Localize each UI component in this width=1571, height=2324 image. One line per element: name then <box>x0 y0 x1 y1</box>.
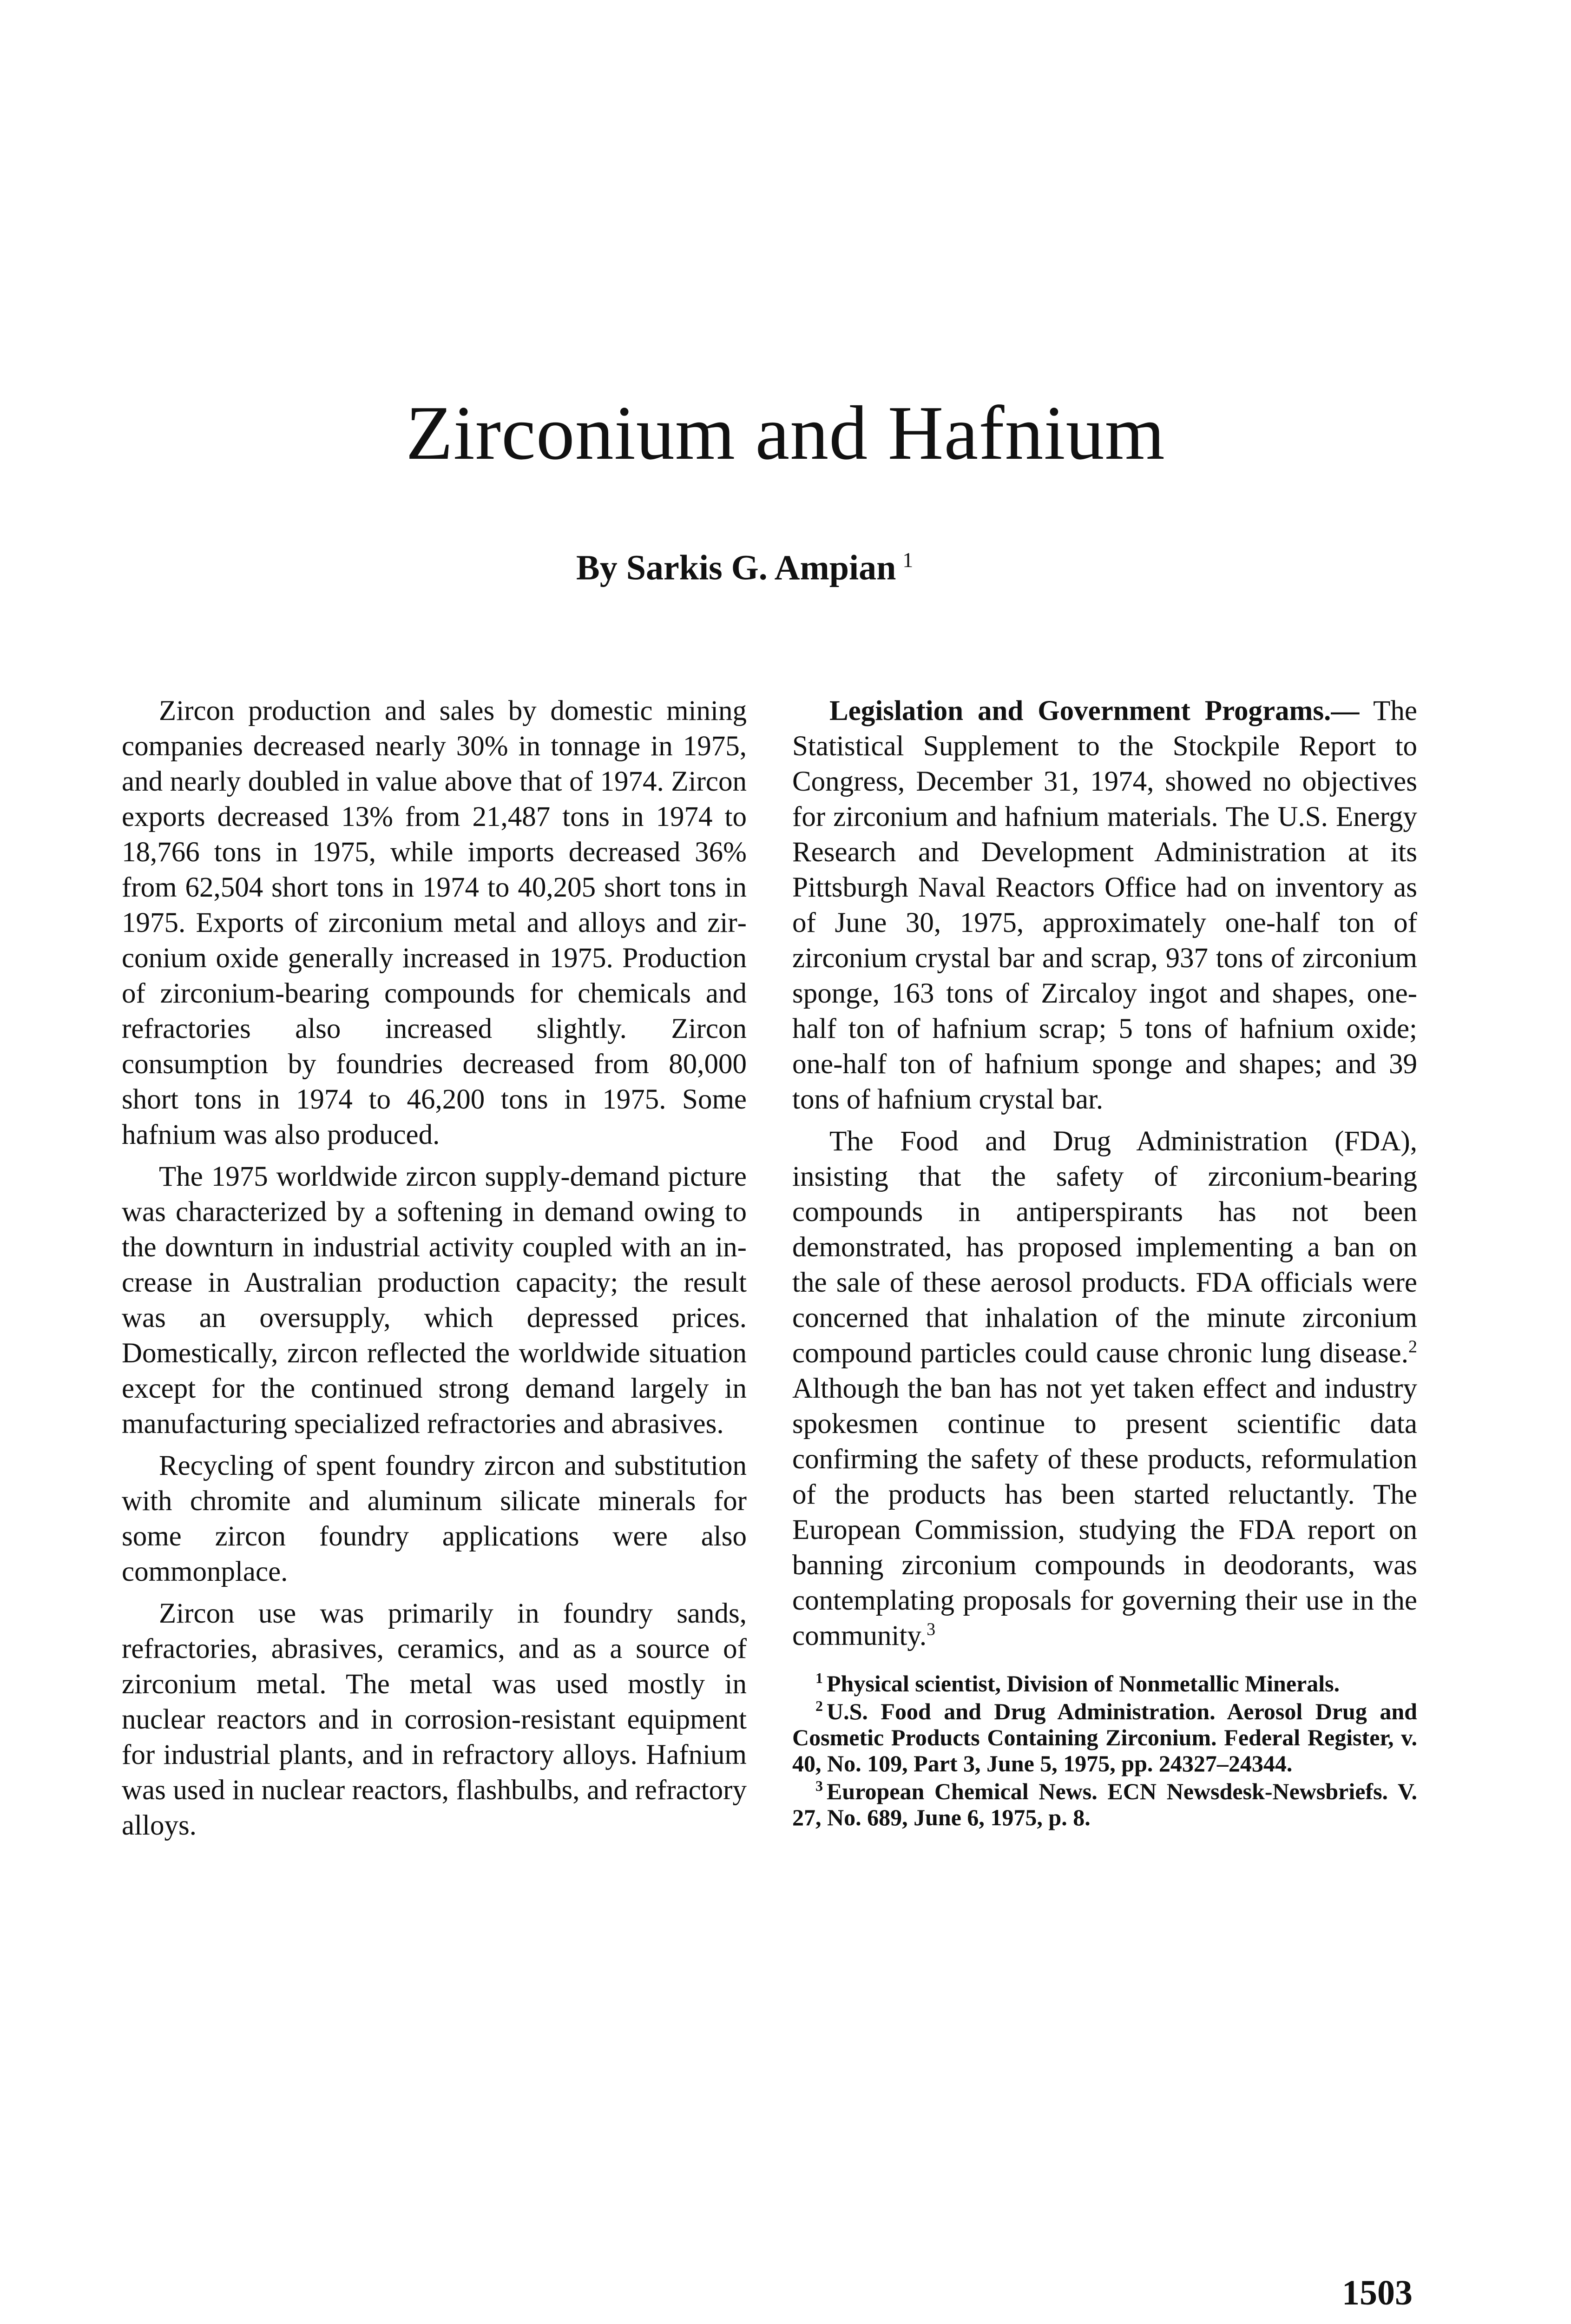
paragraph: Recycling of spent foundry zircon and substitution with chromite and aluminum silicate minerals for some zircon foundry applications were also commonplace. <box>122 1450 747 1587</box>
footnote-text: European Chemical News. ECN Newsdesk-Newsbriefs. V. 27, No. 689, June 6, 1975, p. 8. <box>792 1778 1417 1830</box>
footnote-ref: 3 <box>927 1619 936 1639</box>
paragraph <box>792 693 1417 1117</box>
footnote-ref: 2 <box>1408 1337 1417 1357</box>
section-heading: Legislation and Government Programs.— <box>829 695 1360 726</box>
page-title: Zirconium and Hafnium <box>406 390 1165 475</box>
footnote <box>792 1698 1417 1776</box>
paragraph-text: The Food and Drug Administration (FDA), insisting that the safety of zirconium-bearing compounds in antiperspirants has not been demonstrated, has proposed implementing a ban on the sale of these aerosol products. FDA officials were concerned that inhalation of the minute zirconium compound particles could cause chronic lung disease. <box>792 1126 1417 1369</box>
footnote <box>792 1670 1417 1697</box>
paragraph: The 1975 worldwide zircon supply-demand picture was characterized by a softening in demand owing to the downturn in industrial activity coupled with an increase in Australian production capacity; the result was an oversupply, which depressed prices. Domestically, zircon reflected the worldwide situation except for the continued strong demand largely in manufacturing specialized refractories and abrasives. <box>122 1161 747 1439</box>
footnote-number: 2 <box>815 1697 823 1715</box>
footnote-number: 1 <box>815 1670 823 1687</box>
footnote-text: U.S. Food and Drug Administration. Aerosol Drug and Cosmetic Products Containing Zirconium. Federal Register, v. 40, No. 109, Part 3, June 5, 1975, pp. 24327–24344. <box>792 1698 1417 1776</box>
footnote-number: 3 <box>815 1777 823 1795</box>
right-column <box>792 693 1417 1832</box>
footnote <box>792 1778 1417 1830</box>
author-name: By Sarkis G. Ampian <box>576 548 896 588</box>
paragraph <box>792 1124 1417 1654</box>
footnote-ref: 1 <box>902 548 914 572</box>
footnotes <box>792 1670 1417 1830</box>
byline <box>576 548 913 588</box>
paragraph: Zircon production and sales by domestic mining companies decreased nearly 30% in tonnage in 1975, and nearly doubled in value above that of 1974. Zircon exports decreased 13% from 21,487 tons in 1974 to 18,766 tons in 1975, while imports decreased 36% from 62,504 short tons in 1974 to 40,205 short tons in 1975. Exports of zirconium metal and alloys and zirconium oxide generally increased in 1975. Production of zirconium-bearing compounds for chemicals and refractories also increased slightly. Zircon consumption by foundries decreased from 80,000 short tons in 1974 to 46,200 tons in 1975. Some hafnium was also produced. <box>122 695 747 1150</box>
paragraph-text: Although the ban has not yet taken effect and industry spokesmen continue to present scientific data confirming the safety of these products, reformulation of the products has been started reluctantly. The European Commission, studying the FDA report on banning zirconium compounds in deodorants, was contemplating proposals for governing their use in the community. <box>792 1373 1417 1651</box>
page-number: 1503 <box>1342 2273 1413 2312</box>
paragraph-text: The Statistical Supplement to the Stockpile Report to Congress, December 31, 1974, showed no objectives for zirconium and hafnium materials. The U.S. Energy Research and Development Administration at its Pittsburgh Naval Reactors Office had on inventory as of June 30, 1975, approximately one-half ton of zirconium crystal bar and scrap, 937 tons of zirconium sponge, 163 tons of Zircaloy ingot and shapes, one-half ton of hafnium scrap; 5 tons of hafnium oxide; one-half ton of hafnium sponge and shapes; and 39 tons of hafnium crystal bar. <box>792 695 1417 1115</box>
left-column <box>122 693 747 1850</box>
paragraph: Zircon use was primarily in foundry sands, refractories, abrasives, ceramics, and as a source of zirconium metal. The metal was used mostly in nuclear reactors and in corrosion-resistant equipment for industrial plants, and in refractory alloys. Hafnium was used in nuclear reactors, flashbulbs, and refractory alloys. <box>122 1598 747 1841</box>
footnote-text: Physical scientist, Division of Nonmetallic Minerals. <box>827 1670 1340 1697</box>
